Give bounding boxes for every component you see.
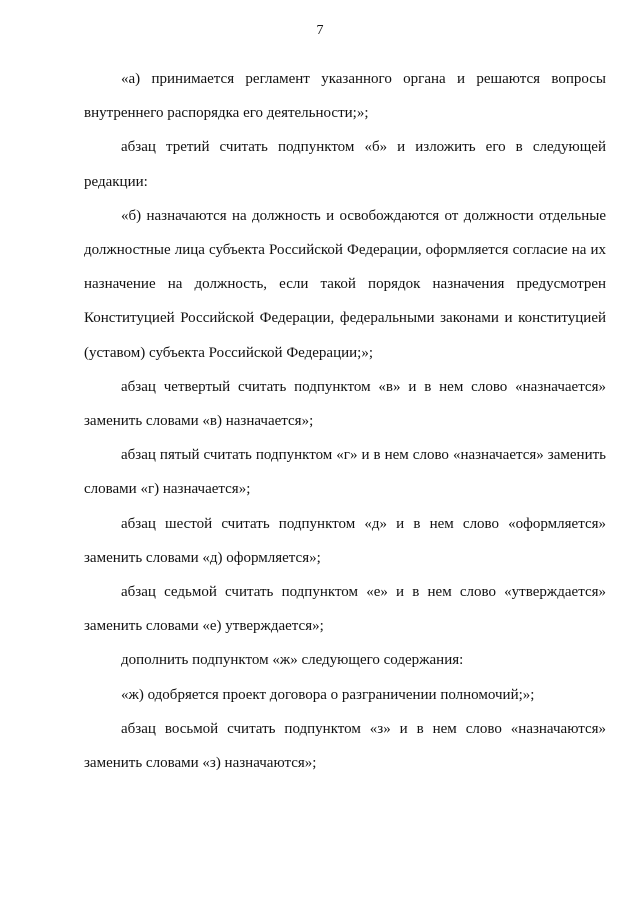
document-body — [84, 62, 606, 780]
paragraph-subitem-a: «а) принимается регламент указанного органа и решаются вопросы внутреннего распорядка его деятельности;»; — [84, 71, 606, 122]
paragraph-add-zh: дополнить подпунктом «ж» следующего содержания: — [121, 652, 464, 669]
paragraph-third-to-b: абзац третий считать подпунктом «б» и изложить его в следующей редакции: — [84, 139, 606, 190]
paragraph-fourth-to-v: абзац четвертый считать подпунктом «в» и в нем слово «назначается» заменить словами «в) назначается»; — [84, 378, 606, 430]
page-number: 7 — [316, 23, 324, 38]
paragraph-fifth-to-g: абзац пятый считать подпунктом «г» и в нем слово «назначается» заменить словами «г) назначается»; — [84, 447, 606, 498]
paragraph-subitem-b-text: «б) назначаются на должность и освобождаются от должности отдельные должностные лица субъекта Российской Федерации, оформляется согласие на их назначение на должность, если такой порядок назначения предусмотрен Конституцией Российской Федерации, федеральными законами и конституцией (уставом) субъекта Российской Федерации;»; — [84, 207, 606, 361]
paragraph-eighth-to-z: абзац восьмой считать подпунктом «з» и в нем слово «назначаются» заменить словами «з) назначаются»; — [84, 720, 606, 772]
paragraph-seventh-to-e: абзац седьмой считать подпунктом «е» и в нем слово «утверждается» заменить словами «е) утверждается»; — [84, 584, 606, 635]
paragraph-sixth-to-d: абзац шестой считать подпунктом «д» и в нем слово «оформляется» заменить словами «д) оформляется»; — [84, 515, 606, 566]
paragraph-subitem-zh-text: «ж) одобряется проект договора о разграничении полномочий;»; — [121, 686, 535, 703]
